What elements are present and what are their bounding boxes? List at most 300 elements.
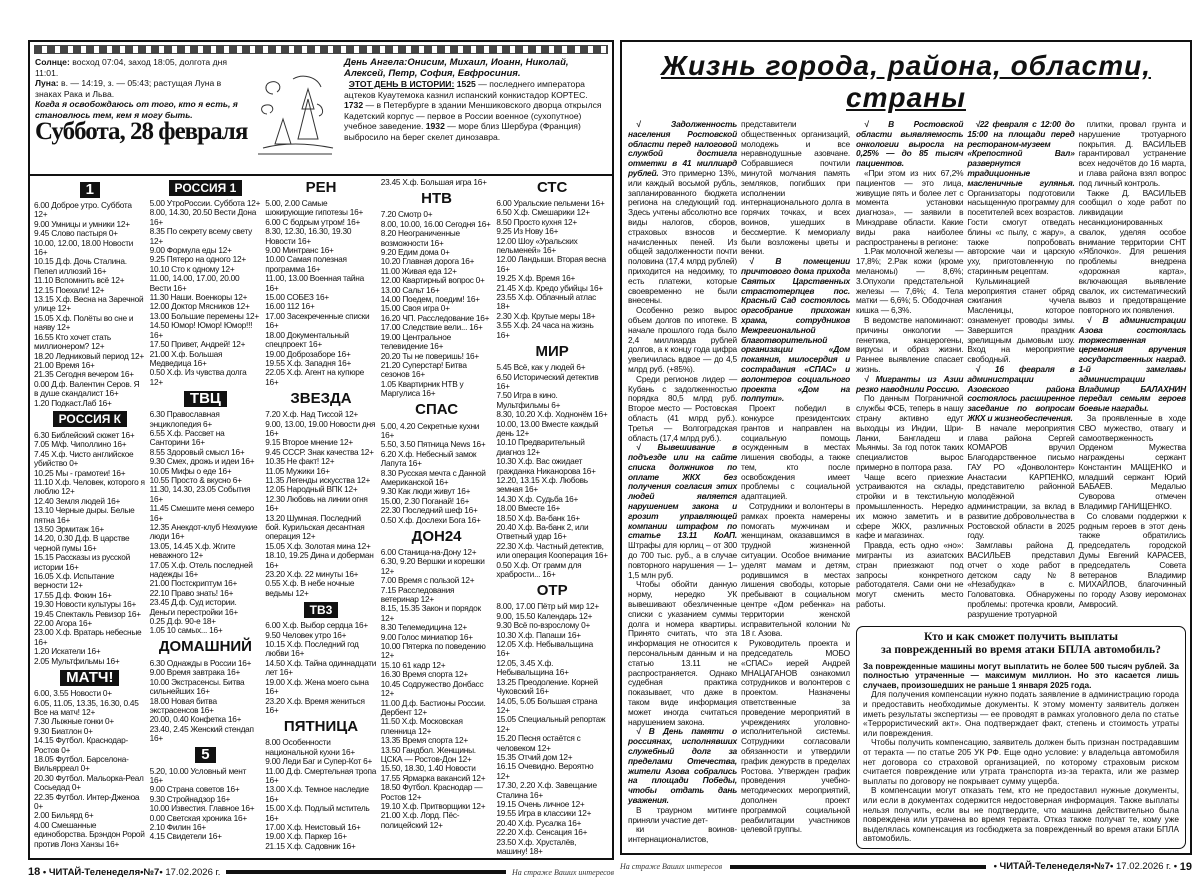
program-listing: 23.00 Х.ф. Вратарь небесные 16+ [34, 627, 142, 647]
box-paragraph: Чтобы получить компенсацию, заявитель должен быть признан пострадавшим от теракта — по статье 205 УК РФ. Еще одно условие: у владельца автомобиля нет договора со страховой организацией, по которому страховым риском считается повреждение или утрата транспорта из-за теракта, или же размер выплаты по договору не покрывает сумму ущерба. [863, 737, 1179, 786]
news-text: Руководитель проекта и председатель МОБО «СПАС» иерей Андрей МНАЦАГАНОВ ознакомил сотрудников и волонтеров с проектом. Назначены ответственные за проведение мероприятий в учреждениях уголовно-исполнительной системы. Сотрудники согласовали обязанности и утвердили график дежурств в пределах Ростова. Утвержден график проведения учебно-методических мероприятий, дополнен проект программой социальной реабилитации участников целевой группы. [741, 638, 850, 835]
program-listing: 15.10 61 кадр 12+ [380, 659, 446, 670]
program-listing: 8.00 Особенности национальной кухни 16+ [265, 737, 355, 757]
program-listing: 20.00, 0.40 Конфетка 16+ [149, 714, 242, 725]
program-listing: 4.00 Смешанные единоборства. Брэндон Ророй против Лонз Ханзы 16+ [34, 819, 145, 849]
article-paragraph [856, 120, 963, 169]
program-listing: 23.55 Х.ф. Облачный атлас 18+ [496, 292, 597, 312]
program-listing: 7.20 Смотр 0+ [380, 209, 433, 220]
sun-info: Солнце: восход 07:04, заход 18:05, долгота дня 11:01. [35, 57, 228, 78]
program-listing: 20.30 Футбол. Мальорка-Реал Сосьедад 0+ [34, 772, 144, 793]
channel-name: ТВ3 [304, 602, 339, 618]
news-text: В начале мероприятия глава района Сергей КОМАРОВ вручил Благодарственное письмо ГАУ РО «Донволонтер» Анастасии КАРПЕНКО, представителю районной молодёжной администрации, за вклад в развитие добровольчества в Ростовской области в 2025 году. [967, 422, 1075, 541]
news-text: Среди регионов лидер — Кубань с задолженностью порядка 80,5 млрд руб. Второе место — Ростовская область (41 млрд руб.). Третья — Волгоградская область (17,4 млрд руб.). [628, 373, 737, 443]
program-listing: 8.35 По секрету всему свету 12+ [149, 226, 253, 246]
film-strip-decoration [34, 45, 608, 54]
program-listing: 22.35 Футбол. Интер-Дженоа 0+ [34, 791, 140, 811]
news-text: Замглавы района Д. ВАСИЛЬЕВ представил отчет о ходе работ в детском саду №8 «Незабудка» в с. Головатовка. Обнаружены проблемы: протечка кровли, разрушение тротуарной [967, 540, 1075, 619]
footer-rule [226, 870, 506, 874]
program-listing: 23.20 Х.ф. 22 минуты 16+ [265, 569, 359, 580]
program-listing: 0.25 Д.ф. 90-е 18+ [149, 616, 216, 627]
program-listing: 11.10 Х.ф. Человек, которого я люблю 12+ [34, 476, 145, 497]
program-listing: 8.50 Просто кухня 12+ [496, 216, 578, 227]
program-listing: 19.00 Х.ф. Паркер 16+ [265, 831, 347, 842]
news-text: Проект победил в конкурсе президентских грантов и направлен на социальную помощь осужденным в местах лишения свободы, а также тем, кто после освобождения имеет проблемы с социальной адаптацией. [741, 403, 850, 502]
left-page-wrapper [28, 40, 614, 880]
channel-name: 1 [80, 182, 100, 198]
program-listing: 22.30 Х.ф. Частный детектив, или операция Кооперация 16+ [496, 540, 608, 561]
program-listing: 9.00, 15.50 Календарь 12+ [496, 610, 593, 621]
program-listing: 5.00, 4.20 Секретные кухни 16+ [380, 420, 480, 440]
program-listing: 10.00 Пятерка по поведению 12+ [380, 641, 486, 661]
history-text: ЭТОТ ДЕНЬ В ИСТОРИИ: 1525 — последнего императора ацтеков Куаутемока казнил испанский конкистадор КОРТЕС. 1732 — в Петербурге в здании Меншиковского дворца открылся Кадетский корпус — первое в России военное (сухопутное) учебное заведение. 1932 — море близ Шербура (Франция) выбросило на берег скелет динозавра. [344, 79, 602, 142]
box-paragraph: Для получения компенсации нужно подать заявление в администрацию города и предоставить необходимые документы. К этому моменту заявитель должен иметь результаты экспертизы — ее проводят в рамках уголовного дела по статье «Террористический акт». Она подтверждает факт, степень и стоимость утраты или повреждения. [863, 689, 1179, 738]
channel-name: СТС [536, 178, 568, 196]
day-header [30, 54, 612, 176]
channel-logo [381, 527, 493, 546]
program-listing: 18.10, 19.25 Дина и доберман 16+ [265, 550, 374, 570]
news-text: Чаще всего приезжие устраиваются на склады, стройки и в текстильную промышленность. Нередко их можно заметить и в сфере ЖКХ, различных кафе и магазинах. [856, 471, 964, 541]
almanac [35, 57, 250, 171]
news-text: 1.Рак молочной железы — 17,8%; 2.Рак кожи (кроме меланомы) — 8,6%; 3.Опухоли предстательной железы — 7,6%; 4. Тела матки — 6,6%; 5. Ободочная кишка — 6,3%. [856, 246, 964, 316]
program-listing: 15.50, 18.30, 1.40 Новости [380, 763, 476, 774]
news-text: Организаторы подготовили насыщенную программу для посетителей всех возрастов. Гости смогут отведать блины «с пылу, с жару», а также попробовать авторские чаи и царскую уху, приготовленную по старинным рецептам. [967, 187, 1075, 276]
article-paragraph [1079, 316, 1186, 414]
channel-logo [34, 668, 146, 687]
news-lead: √ 16 февраля в администрации Азовского района состоялось расширенное заседание по вопросам ЖКХ и жизнеобеспечения. [967, 363, 1075, 423]
news-lead: √ Мигранты из Азии резко наводнили Россию. [856, 373, 964, 394]
channel-logo [265, 178, 377, 197]
news-columns [622, 120, 1190, 853]
channel-name: 5 [195, 747, 215, 763]
program-listing: 10.35 Не факт! 12+ [265, 456, 335, 467]
program-listing: 13.25 Преодоление. Корней Чуковский 16+ [496, 676, 598, 697]
history-info [340, 57, 607, 171]
program-listing: 22.20 Х.ф. Сенсация 16+ [496, 827, 588, 838]
program-listing: 11.05 Мужики 16+ [265, 465, 330, 476]
program-listing: 10.00 Известия. Главное 16+ [149, 803, 255, 814]
program-listing: 18.50 Х.ф. Ва-банк 16+ [496, 512, 580, 523]
program-listing: 9.45 СССР. Знак качества 12+ [265, 446, 374, 457]
program-listing: 15.00 Х.ф. Подлый мститель 16+ [265, 803, 370, 823]
program-listing: 10.15 Д.ф. Дочь Сталина. Пепел иллюзий 16+ [34, 256, 127, 276]
program-listing: 12.20, 13.15 Х.ф. Любовь земная 16+ [496, 474, 588, 495]
program-listing: 14.15 Футбол. Краснодар-Ростов 0+ [34, 735, 129, 755]
program-listing: 11.45 Смешите меня семеро 16+ [149, 503, 255, 523]
program-listing: 10.30 Х.ф. Папаши 16+ [496, 629, 581, 640]
news-lead: √ В День памяти о россиянах, исполнявших служебный долг за пределами Отечества, жители Азова собрались на площади Победы, чтобы отдать дань уважения. [628, 726, 737, 805]
program-listing: 20.20 Ты не поверишь! 16+ [380, 350, 480, 361]
program-listing: 15.00 СОБЕЗ 16+ [265, 292, 329, 303]
program-listing: 15.20 Песня остаётся с человеком 12+ [496, 733, 581, 753]
channel-name: ТВЦ [184, 391, 227, 407]
channel-logo [265, 389, 377, 408]
program-listing: 16.20 ЧП. Расследование 16+ [380, 312, 490, 323]
program-listing: 8.15, 15.35 Закон и порядок 12+ [380, 603, 481, 623]
article-paragraph [856, 316, 963, 375]
program-listing: 22.30 Последний шеф 16+ [380, 505, 478, 516]
program-listing: 15.15 Рассказы из русской истории 16+ [34, 552, 130, 572]
program-listing: 9.25 Пятеро на одного 12+ [149, 254, 246, 265]
program-listing: 9.30 Всё по-взрослому 0+ [496, 620, 591, 631]
left-page-tv-guide [28, 40, 614, 860]
program-listing: 10.55 Просто & вкусно 6+ [149, 474, 242, 485]
program-listing: 21.00 Х.ф. Большая Медведица 16+ [149, 348, 223, 368]
program-listing: 14.00 Поедем, поедим! 16+ [380, 294, 480, 305]
article-paragraph [741, 404, 850, 502]
program-listing: 7.15 Расследования ветеринар 12+ [380, 584, 455, 605]
program-listing: 2.00 Бильярд 6+ [34, 810, 94, 821]
program-listing: 9.30 Как люди живут 16+ [380, 486, 471, 497]
program-listing: 11.00 Живая еда 12+ [380, 265, 457, 276]
program-listing: 16.55 Кто хочет стать миллионером? 12+ [34, 331, 111, 352]
program-listing: 10.30 Х.ф. Вас ожидает гражданка Никанорова 16+ [496, 456, 596, 476]
program-listing: 6.00 Доброе утро. Суббота 12+ [34, 200, 132, 220]
article-paragraph [628, 806, 737, 826]
program-listing: 9.30 Стройнадзор 16+ [149, 793, 231, 804]
program-listing: 0.50 Х.ф. Дослехи Бога 16+ [380, 514, 481, 525]
program-listing: 6.30 Православная энциклопедия 6+ [149, 409, 220, 429]
program-listing: 23.50 Х.ф. Хрусталёв, машину! 18+ [496, 836, 577, 856]
program-listing: 9.30 Смех, дрожь и идеи 16+ [149, 456, 255, 467]
program-listing: 8.20 Неограниченные возможности 16+ [380, 228, 460, 248]
channel-logo [34, 180, 146, 199]
article-paragraph [856, 375, 963, 395]
program-listing: 20.40 Х.ф. Ва-банк 2, или Ответный удар 16+ [496, 522, 589, 542]
news-text: Сотрудники и волонтеры в рамках проекта намерены помогать мужчинам и женщинам, оказавшимся в трудной жизненной ситуации. Особое внимание уделят мамам и детям, родившимся в местах лишения свободы, которые пребывают в социальном центре «Дом ребенка» на территории женской исправительной колонии № 18 г. Азова. [741, 501, 850, 639]
right-page-news [620, 40, 1192, 855]
news-text: ки воинов-интернационалистов, представители общественных организаций, молодежь и все неравнодушные азовчане. Собравшиеся почтили минутой молчания память земляков, погибших при исполнении интернационального долга в горячих точках, и всех воинов, ушедших в бессмертие. К мемориалу были возложены цветы и венки. [628, 119, 850, 845]
program-listing: 19.25 Х.ф. Время 16+ [496, 273, 576, 284]
program-listing: 0.55 Х.ф. В небе ночные ведьмы 12+ [265, 578, 355, 598]
program-listing: 8.00, 10.00, 16.00 Сегодня 16+ [380, 218, 491, 229]
program-listing: 12.40 Земля людей 16+ [34, 495, 121, 506]
program-listing: 10.00, 13.00 Вместе каждый день 12+ [496, 418, 599, 438]
program-listing: 12.15 Поехали! 12+ [34, 284, 105, 295]
article-paragraph [1079, 512, 1186, 610]
program-listing: 8.30 Телемедицина 12+ [380, 622, 467, 633]
channel-name: РЕН [305, 178, 337, 196]
program-listing: 13.05, 14.45 Х.ф. Жгите неважного 12+ [149, 540, 236, 561]
program-listing: 21.35 Сегодня вечером 16+ [34, 369, 134, 380]
program-listing: 13.00 Х.ф. Темное наследие 16+ [265, 784, 369, 804]
program-listing: 9.30 Биатлон 0+ [34, 725, 93, 736]
program-listing: 0.00 Светская хроника 16+ [149, 812, 247, 823]
program-listing: 10.20 Главная дорога 16+ [380, 256, 475, 267]
program-listing: 8.30, 10.20 Х.ф. Ходнонём 16+ [496, 409, 608, 420]
box-paragraph: В компенсации могут отказать тем, кто не предоставил нужные документы, или если в документах содержится недостоверная информация. Также выплаты нельзя получить, если вы не подтвердите, что машина действительно была повреждена или утрачена во время теракта. Отказ также получат те, кому уже выделялась компенсация из госбюджета за поврежденный во время атаки БПЛА автомобиль. [863, 785, 1179, 844]
channel-logo [34, 410, 146, 429]
program-listing: 12.00 Ландыши. Вторая весна 16+ [496, 254, 606, 274]
news-text: В траурном митинге приняли участие дет- [628, 804, 737, 825]
right-footer: На страже Ваших интересов • ЧИТАЙ-Теленеделя•№7• 17.02.2026 г. • 19 [620, 860, 1192, 873]
channel-logo [150, 178, 262, 197]
program-listing: 9.00 Леди Баг и Супер-Кот 6+ [265, 756, 373, 767]
program-listing: 23.45 Д.ф. Суд истории. Деньги перестройки 16+ [149, 597, 238, 617]
program-listing: 0.00 Д.ф. Валентин Серов. Я в душе скандалист 16+ [34, 378, 140, 399]
news-text: Кульминацией мероприятия станет обряд сжигания чучела Масленицы, которое ознаменует проводы зимы. Завершится праздник зрелищным дымовым шоу. Вход на мероприятие свободный. [967, 275, 1075, 365]
footer-rule [730, 865, 986, 869]
program-listing: 16.00 112 16+ [265, 301, 315, 312]
article-paragraph [628, 306, 737, 375]
program-listing: 15.05 Специальный репортаж 12+ [496, 714, 606, 734]
program-listing: 7.50 Игра в кино. Мультфильмы 6+ [496, 390, 561, 410]
program-listing: 4.15 Свидетели 16+ [149, 831, 222, 842]
program-listing: 21.20 Суперстар! Битва сезонов 16+ [380, 359, 467, 380]
program-listing: 6.50 Х.ф. Смешарики 12+ [496, 207, 590, 218]
program-listing: 6.05, 11.05, 13.35, 16.30, 0.45 Все на матч! 12+ [34, 697, 139, 717]
program-listing: 18.00 Документальный спецпроект 16+ [265, 329, 349, 350]
program-listing: 9.20 Едим дома 0+ [380, 247, 450, 258]
program-listing: 2.10 Филин 16+ [149, 821, 206, 832]
article-paragraph [856, 169, 963, 247]
news-text: Это примерно 13%, или каждый восьмой рубль, запланированного бюджета региона на следующий год. Здесь учтены абсолютно все виды налогов, сборов, страховых взносов и начисленных пеней. Из общей задолженности почти половина (17,4 млрд рублей) приходится на недоимку, то есть платежи, которые своевременно не были внесены. [628, 167, 737, 306]
program-listing: 17.00 Х.ф. Неистовый 16+ [265, 821, 361, 832]
program-listing: 7.20 Х.ф. Над Тиссой 12+ [265, 409, 359, 420]
program-listing: 16.30 Время спорта 12+ [380, 669, 469, 680]
program-listing: 7.00 Время с пользой 12+ [380, 575, 475, 586]
article-column [856, 120, 963, 610]
article-paragraph [1079, 414, 1186, 512]
program-listing: 23.20 Х.ф. Время жениться 16+ [265, 695, 365, 715]
news-lead: √22 февраля с 12:00 до 15:00 на площади перед рестораном-музеем «Крепостной Вал» развернутся традиционные масленичные гулянья. [967, 119, 1075, 188]
program-listing: 19.10 Х.ф. Притворщики 12+ [380, 800, 486, 811]
program-listing: 23.45 Х.ф. Большая игра 16+ [380, 177, 487, 187]
channel-name: СПАС [415, 401, 459, 419]
channel-name: РОССИЯ 1 [169, 180, 243, 196]
tv-schedule-columns [30, 176, 612, 858]
winter-tree-illustration [250, 57, 340, 171]
program-listing: 12.00 Шоу «Уральских пельменей» 16+ [496, 235, 578, 256]
program-listing: 17.55 Д.ф. Фокин 16+ [34, 589, 112, 600]
program-listing: 21.45 Х.ф. Кредо убийцы 16+ [496, 282, 603, 293]
program-listing: 0.50 Х.ф. От грамм для храбрости... 16+ [496, 559, 582, 580]
program-listing: 21.00 Х.ф. Лорд. Пёс-полицейский 12+ [380, 810, 460, 830]
program-listing: 17.00 Засекреченные списки 16+ [265, 310, 370, 331]
channel-logo [496, 581, 608, 600]
program-listing: 6.50 Исторический детектив 16+ [496, 371, 599, 391]
channel-name: МАТЧ! [60, 670, 119, 686]
program-listing: 14.50 Юмор! Юмор! Юмор!!! 16+ [149, 320, 253, 340]
program-listing: 15.35 Отчий дом 12+ [496, 751, 573, 762]
program-listing: 11.00 Д.ф. Бастионы России. Дербент 12+ [380, 697, 486, 717]
article-paragraph [741, 502, 850, 639]
article-paragraph [628, 580, 737, 727]
left-footer: 18 • ЧИТАЙ-Теленеделя•№7• 17.02.2026 г. На страже Ваших интересов [28, 866, 614, 879]
moon-info: Луна: в. — 14:19, з. — 05:43; растущая Луна в знаках Рака и Льва. [35, 78, 222, 99]
program-listing: 1.05 Квартирник НТВ у Маргулиса 16+ [380, 378, 464, 399]
program-listing: 5.20, 10.00 Условный мент 16+ [149, 765, 247, 785]
article-paragraph [967, 541, 1074, 619]
program-listing: 6.20 Х.ф. Небесный замок Лапута 16+ [380, 448, 477, 469]
program-listing: 9.15 Второе мнение 12+ [265, 437, 353, 448]
program-listing: 6.00, 3.55 Новости 0+ [34, 688, 112, 699]
channel-name: ОТР [536, 581, 568, 599]
program-listing: 15.00 Своя игра 0+ [380, 303, 450, 314]
program-listing: 14.20, 0.30 Д.ф. В царстве черной пумы 16+ [34, 533, 130, 553]
program-listing: 1.05 10 самых... 16+ [149, 625, 223, 636]
program-listing: 5.00, 2.00 Самые шокирующие гипотезы 16+ [265, 198, 364, 218]
article-column [628, 120, 737, 825]
news-columns-left [628, 120, 850, 849]
program-listing: 18.50 Футбол. Краснодар — Ростов 12+ [380, 782, 483, 802]
program-listing: 19.15 Очень личное 12+ [496, 798, 585, 809]
program-listing: 9.00 Формула еды 12+ [149, 245, 232, 256]
channel-name: МИР [535, 342, 569, 360]
channel-logo [150, 389, 262, 408]
article-paragraph [628, 443, 737, 580]
channel-name: ДОМАШНИЙ [158, 638, 252, 656]
program-listing: 22.00 Агора 16+ [34, 618, 92, 629]
program-listing: 21.15 Х.ф. Садовник 16+ [265, 840, 356, 851]
program-listing: 3.55 Х.ф. 24 часа на жизнь 16+ [496, 320, 594, 340]
news-lead: √ В Ростовской области выявляемость онкологии выросла на 0,25% — до 85 тысяч пациентов. [856, 119, 964, 169]
channel-logo [150, 638, 262, 657]
program-listing: 9.00 Голос миниатюр 16+ [380, 631, 473, 642]
program-listing: 10.25 Мы - грамотеи! 16+ [34, 467, 126, 478]
news-columns-right [856, 120, 1186, 849]
program-listing: 12.05 Народный ВПК 12+ [265, 484, 358, 495]
program-listing: 11.35 Легенды искусства 12+ [265, 474, 371, 485]
article-paragraph [856, 541, 963, 610]
program-listing: 2.30 Х.ф. Крутые меры 18+ [496, 310, 596, 321]
article-paragraph [967, 365, 1074, 424]
box-title: Кто и как сможет получить выплаты за поврежденный во время атаки БПЛА автомобиль? [881, 630, 1161, 656]
article-paragraph [1079, 120, 1186, 189]
article-paragraph [741, 639, 850, 835]
program-listing: 22.05 Х.ф. Агент на купюре 16+ [265, 367, 365, 387]
channel-name: ДОН24 [411, 527, 462, 545]
program-listing: 13.50 Гандбол. Женщины. ЦСКА — Ростов-Дон 12+ [380, 744, 476, 764]
article-paragraph [967, 120, 1074, 277]
program-listing: 11.00 Д.ф. Смертельная тропа 16+ [265, 765, 377, 785]
program-listing: 1.20 Искатели 16+ [34, 646, 101, 657]
program-listing: 9.00 Время завтрака 16+ [149, 667, 241, 678]
article-paragraph [967, 277, 1074, 365]
news-text: Также Д. ВАСИЛЬЕВ сообщил о ходе работ по ликвидации несанкционированных свалок, уделяя особое внимание территории СНТ «Яблочко». Для решения проблемы внедрена «дорожная карта», включающая выявление свалок, их систематический вывоз и предотвращение повторного их появления. [1078, 187, 1186, 316]
program-listing: 11.00, 14.00, 17.00, 20.00 Вести 16+ [149, 273, 240, 293]
program-listing: 11.30, 14.30, 23.05 События 16+ [149, 484, 251, 504]
program-listing: 1.20 Подкаст.Лаб 16+ [34, 397, 112, 408]
angel-day: День Ангела:Онисим, Михаил, Иоанн, Николай, Алексей, Петр, София, Евфросиния. [344, 57, 569, 79]
program-listing: 8.55 Здоровый смысл 16+ [149, 446, 245, 457]
article-paragraph [856, 247, 963, 316]
program-listing: 11.50 Х.ф. Московская пленница 12+ [380, 716, 463, 736]
news-text: В ведомстве напоминают: причины онкологии — генетика, канцерогены, вирусы и образ жизни. Раннее выявление спасает жизнь. [856, 314, 964, 374]
program-listing: 9.00 Минтранс 16+ [265, 245, 334, 256]
program-listing: 9.25 Из Нову 16+ [496, 226, 559, 237]
program-listing: 10.10 Сто к одному 12+ [149, 263, 235, 274]
quote: Когда я освобождаюсь от того, кто я есть, я становлюсь тем, кем я могу быть. [35, 99, 238, 120]
program-listing: 12.30 Любовь на линии огня 16+ [265, 493, 368, 514]
news-text: Со словами поддержки к родным героев в этот день также обратились председатель городской Думы Евгений КАРАСЕВ, председатель Совета ветеранов Владимир МИХАЙЛОВ, благочинный по городу Азову иеромонах Амвросий. [1078, 510, 1186, 610]
program-listing: 8.30, 12.30, 16.30, 19.30 Новости 16+ [265, 226, 352, 246]
channel-logo [496, 342, 608, 361]
program-listing: 11.30 Наши. Военкоры 12+ [149, 292, 248, 303]
program-listing: 12.35 Анекдот-клуб Нехмукие люди 16+ [149, 522, 258, 542]
program-listing: 13.15 Х.ф. Весна на Заречной улице 12+ [34, 294, 144, 314]
program-listing: 8.00, 14.30, 20.50 Вести Дона 16+ [149, 207, 257, 227]
program-listing: 13.20 Шумная. Последний бой. Курильская десантная операция 12+ [265, 512, 365, 542]
program-listing: 10.00 Экстрасенсы. Битва сильнейших 16+ [149, 676, 245, 697]
program-listing: 6.55 Х.ф. Рассвет на Санторини 16+ [149, 427, 225, 448]
program-listing: 6.00 Х.ф. Выбор сердца 16+ [265, 620, 368, 631]
program-listing: 19.00 Х.ф. Жена моего сына 16+ [265, 676, 369, 697]
day-title: Суббота, 28 февраля [35, 118, 248, 145]
news-text: Правда, есть одно «но»: мигранты из азиатских стран приезжают под запросы конкретного работодателя. Сами они не могут сменить место работы. [856, 540, 964, 610]
program-listing: 18.05 Футбол. Барселона-Вильярреал 0+ [34, 753, 129, 774]
channel-logo [381, 189, 493, 208]
program-listing: 6.00 Уральские пельмени 16+ [496, 198, 605, 208]
program-listing: 15.05 Х.ф. Золотая мина 12+ [265, 540, 371, 551]
program-listing: 2.05 Мультфильмы 16+ [34, 655, 120, 666]
program-listing: 19.45 Спектакль Ревизор 16+ [34, 608, 141, 619]
channel-logo [496, 178, 608, 197]
news-columns-upper-right [856, 120, 1186, 620]
program-listing: 5.45 Всё, как у людей 6+ [496, 362, 586, 373]
channel-logo [265, 717, 377, 736]
program-listing: 13.50 Эрмитаж 16+ [34, 524, 104, 534]
channel-name: ПЯТНИЦА [283, 717, 359, 735]
news-text: плитки, провал грунта и нарушение тротуарного покрытия. Д. ВАСИЛЬЕВ гарантировал устранение всех недочётов до 16 марта, и глава района взял вопрос под личный контроль. [1078, 119, 1186, 188]
program-listing: 13.00 Большие перемены 12+ [149, 310, 259, 321]
program-listing: 18.00 Новая битва экстрасенсов 16+ [149, 695, 217, 715]
program-listing: 17.30, 2.20 Х.ф. Завещание Сталина 16+ [496, 780, 597, 800]
program-listing: 18.20 Ледниковый период 12+ [34, 350, 144, 361]
program-listing: 12.00 Доктор Мясников 12+ [149, 301, 250, 312]
program-listing: 10.00, 12.00, 18.00 Новости 16+ [34, 237, 134, 258]
program-listing: 7.45 Х.ф. Чисто английское убийство 0+ [34, 448, 134, 469]
program-listing: 9.45 Слово пастыря 0+ [34, 228, 118, 239]
program-listing: 12.05 Х.ф. Небывальщина 16+ [496, 639, 593, 659]
article-paragraph [741, 257, 850, 404]
program-listing: 13.10 Черные дыры. Белые пятна 16+ [34, 505, 135, 525]
program-listing: 6.30, 9.20 Вершки и корешки 12+ [380, 556, 485, 576]
article-paragraph [628, 120, 737, 306]
right-page-wrapper [620, 40, 1192, 875]
program-listing: 5.50, 3.50 Пятница News 16+ [380, 439, 486, 450]
program-listing: 7.30 Лыжные гонки 0+ [34, 716, 114, 727]
program-listing: 13.00 Сальт 16+ [380, 284, 440, 295]
info-box-drone-compensation [856, 626, 1186, 849]
program-listing: 10.00 Самая полезная программа 16+ [265, 254, 347, 274]
program-listing: 19.00 Доброзаборе 16+ [265, 348, 351, 359]
program-listing: 19.55 Х.ф. Западня 16+ [265, 357, 352, 368]
program-listing: 6.00 С бодрым утром! 16+ [265, 216, 361, 227]
program-listing: 10.05 Мифы о еде 16+ [149, 465, 232, 476]
program-listing: 17.55 Ярмарка вакансий 12+ [380, 772, 486, 783]
program-listing: 0.50 Х.ф. Из чувства долга 12+ [149, 367, 247, 387]
program-listing: 12.00 Квартирный вопрос 0+ [380, 275, 485, 286]
article-paragraph [628, 727, 737, 805]
news-lead: √ Вывешивание в подъезде или на сайте списка должников по оплате ЖКХ без получения согласия этих людей является нарушением закона и грозит управляющей компании штрафом по статье 13.11 КоАП. [628, 442, 737, 541]
program-listing: 18.00 Вместе 16+ [496, 503, 561, 514]
article-column [967, 120, 1074, 620]
news-text: По данным Пограничной службы ФСБ, теперь в нашу страну активно едут выходцы из Индии, Шри-Ланки, Бангладеш и Мьянмы. За год поток таких специалистов вырос примерно в полтора раза. [856, 393, 964, 472]
channel-logo [150, 746, 262, 765]
program-listing: 11.10 Вспомнить всё 12+ [34, 275, 125, 286]
program-listing: 19.55 Игра в классики 12+ [496, 808, 592, 819]
program-listing: 15.05 Х.ф. Полёты во сне и наяву 12+ [34, 312, 134, 333]
program-listing: 14.50 Х.ф. Тайна одиннадцати лет 16+ [265, 657, 377, 678]
program-listing: 9.00, 13.00, 19.00 Новости дня 16+ [265, 418, 376, 438]
program-listing: 10.45 Содружество Донбасс 12+ [380, 678, 484, 699]
program-listing: 16.15 Очевидно. Вероятно 12+ [496, 761, 594, 781]
news-lead: √ В помещении причтового дома прихода Святых Царственных страстотерпцев пос. Красный Сад состоялось оргсобрание прихожан храма, сотрудников Межрегиональной благотворительной организации «Дом покаяния, милосердия и сострадания «СПАС» и волонтеров социального проекта «Дом на полпути». [741, 256, 850, 404]
program-listing: 8.00, 17.00 Пётр ый мир 12+ [496, 601, 599, 612]
news-lead: √ В администрации Азова состоялась торжественная церемония вручения государственных наград. 1-й замглавы администрации Владимир БАЛАХНИН передал семьям героев боевые награды. [1078, 314, 1186, 414]
news-text: Особенно резко вырос объем долгов по ипотеке. В начале прошлого года было 2,4 миллиарда рублей долгов, а к концу года цифра увеличилась вдвое — до 4,5 млрд руб. (+85%). [628, 305, 737, 374]
